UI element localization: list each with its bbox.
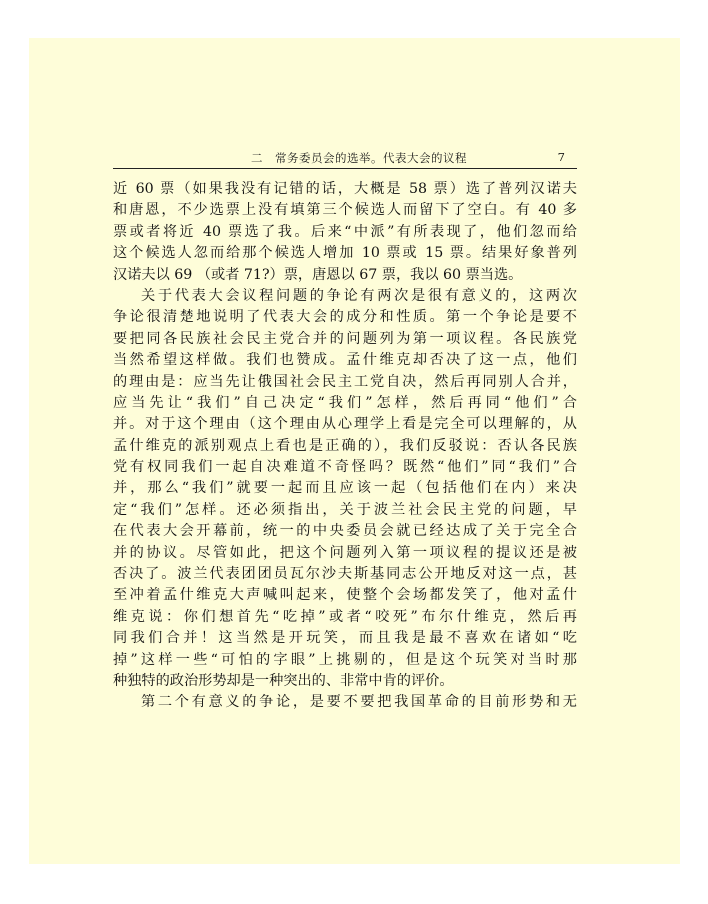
text-line: 党有权同我们一起自决难道不奇怪吗？既然“他们”同“我们”合 — [113, 459, 577, 476]
page-number: 7 — [557, 150, 565, 164]
text-line: 至冲着孟什维克大声喊叫起来，使整个会场都发笑了，他对孟什 — [113, 587, 577, 604]
text-line: 票或者将近 40 票选了我。后来“中派”有所表现了，他们忽而给 — [113, 223, 577, 240]
text-line: 当然希望这样做。我们也赞成。孟什维克却否决了这一点，他们 — [113, 352, 577, 369]
header-rule — [113, 168, 577, 169]
text-line: 汉诺夫以 69 （或者 71?）票，唐恩以 67 票，我以 60 票当选。 — [113, 266, 523, 283]
text-line: 同我们合并！这当然是开玩笑，而且我是最不喜欢在诸如“吃 — [113, 630, 577, 647]
text-line: 并的协议。尽管如此，把这个问题列入第一项议程的提议还是被 — [113, 544, 577, 561]
text-line: 种独特的政治形势却是一种突出的、非常中肯的评价。 — [113, 672, 454, 689]
text-line: 争论很清楚地说明了代表大会的成分和性质。第一个争论是要不 — [113, 309, 577, 326]
paragraph-start-line: 关于代表大会议程问题的争论有两次是很有意义的，这两次 — [141, 287, 577, 304]
running-head-title: 二 常务委员会的选举。代表大会的议程 — [251, 151, 467, 165]
text-line: 并，那么“我们”就要一起而且应该一起（包括他们在内）来决 — [113, 480, 577, 497]
text-line: 在代表大会开幕前，统一的中央委员会就已经达成了关于完全合 — [113, 523, 577, 540]
text-line: 维克说：你们想首先“吃掉”或者“咬死”布尔什维克，然后再 — [113, 608, 577, 625]
text-line: 和唐恩，不少选票上没有填第三个候选人而留下了空白。有 40 多 — [113, 202, 577, 219]
text-line: 孟什维克的派别观点上看也是正确的），我们反驳说：否认各民族 — [113, 437, 577, 454]
text-line: 定“我们”怎样。还必须指出，关于波兰社会民主党的问题，早 — [113, 501, 577, 518]
paragraph-start-line: 第二个有意义的争论，是要不要把我国革命的目前形势和无 — [141, 694, 577, 711]
text-line: 要把同各民族社会民主党合并的问题列为第一项议程。各民族党 — [113, 330, 577, 347]
text-line: 掉”这样一些“可怕的字眼”上挑剔的，但是这个玩笑对当时那 — [113, 651, 577, 668]
text-line: 应当先让“我们”自己决定“我们”怎样，然后再同“他们”合 — [113, 394, 577, 411]
text-line: 并。对于这个理由（这个理由从心理学上看是完全可以理解的，从 — [113, 416, 577, 433]
body-text — [113, 179, 577, 714]
text-line: 这个候选人忽而给那个候选人增加 10 票或 15 票。结果好象普列 — [113, 245, 577, 262]
text-line: 的理由是：应当先让俄国社会民主工党自决，然后再同别人合并， — [113, 373, 577, 390]
text-line: 否决了。波兰代表团团员瓦尔沙夫斯基同志公开地反对这一点，甚 — [113, 566, 577, 583]
text-line: 近 60 票（如果我没有记错的话，大概是 58 票）选了普列汉诺夫 — [113, 181, 577, 197]
